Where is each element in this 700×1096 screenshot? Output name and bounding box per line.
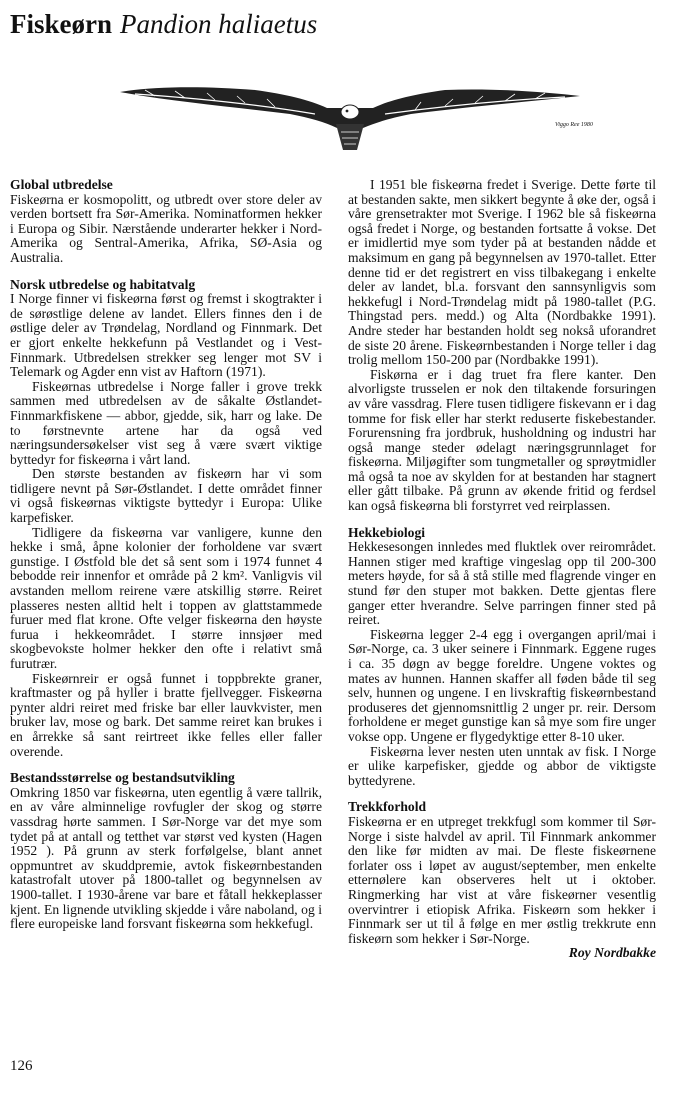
left-column	[10, 178, 322, 932]
section-heading-hekke: Hekkebiologi	[348, 524, 426, 540]
section-heading-global: Global utbredelse	[10, 177, 113, 192]
paragraph: I Norge finner vi fiskeørna først og fremst i skogtrakter i de sørøstlige delene av landet. Ellers finnes den i de østlige deler av Trøndelag, Nordland og Finnmark. Det er gjort enkelte hekkefunn på Vestlandet og i Vest-Finnmark. Utbredelsen strekker seg lenger mot SV i Telemark og Agder enn vist av Haftorn (1971).	[10, 291, 322, 380]
page-number: 126	[10, 1058, 33, 1074]
paragraph: I 1951 ble fiskeørna fredet i Sverige. Dette førte til at bestanden sakte, men sikkert begynte å øke der, også i våre grensetrakter mot Sverige. I 1962 ble så fiskeørna også fredet i Norge, og bestanden fortsatte å vokse. Det er imidlertid mye som tyder på at bestanden nådde et maksimum en gang på begynnelsen av 1970-tallet. Etter denne tid er det registrert en viss tilbakegang i enkelte deler av landet, bl.a. forsvant den sannsynligvis som hekkefugl i Nord-Trøndelag midt på 1980-tallet (P.G. Thingstad pers. medd.) og Alta (Nordbakke 1991). Andre steder har bestanden holdt seg nokså uforandret de siste 20 årene. Fiskeørnbestanden i Norge teller i dag trolig mellom 150-200 par (Nordbakke 1991).	[348, 177, 656, 368]
latin-name: Pandion haliaetus	[120, 9, 318, 39]
paragraph: Fiskeørnas utbredelse i Norge faller i grove trekk sammen med utbredelsen av de såkalte Østlandet-Finnmarkfiskene — abbor, gjedde, sik, harr og lake. De to førstnevnte artene har da også ved næringsundersøkelser vist seg å være svært viktige byttedyr for fiskeørna i vårt land.	[10, 378, 322, 467]
paragraph: Hekkesesongen innledes med fluktlek over reirområdet. Hannen stiger med kraftige vingeslag opp til 200-300 meters høyde, for så å stå stille med flagrende vinger en stund før den stuper mot bakken. Dette gjentas flere ganger etter hverandre. Selve parringen finner sted på reiret.	[348, 539, 656, 628]
paragraph: Den største bestanden av fiskeørn har vi som tidligere nevnt på Sør-Østlandet. I dette området finner vi også fiskeørnas viktigste byttedyr i Europa: Ulike karpefisker.	[10, 466, 322, 526]
right-column	[348, 178, 656, 961]
page-title	[10, 8, 317, 40]
common-name: Fiskeørn	[10, 9, 113, 39]
illustrator-signature: Viggo Ree 1980	[555, 122, 593, 128]
section-heading-bestand: Bestandsstørrelse og bestandsutvikling	[10, 770, 235, 786]
section-heading-norsk: Norsk utbredelse og habitatvalg	[10, 276, 196, 292]
paragraph: Fiskørna er i dag truet fra flere kanter. Den alvorligste trusselen er nok den tiltakende forsuringen av våre vassdrag. Flere tusen tidligere fiskevann er i dag tomme for fisk eller har sterkt reduserte fiskebestander. Forurensning fra jordbruk, husholdning og industri har også mange steder ødelagt næringsgrunnlaget for fiskeørna. Miljøgifter som tungmetaller og sprøytmidler må også ta noe av skylden for at bestanden har stagnert eller gått tilbake. På grunn av økende fritid og ferdsel kan også fiskeørna bli forstyrret ved reirplassen.	[348, 366, 656, 514]
paragraph: Tidligere da fiskeørna var vanligere, kunne den hekke i små, åpne kolonier der forholdene var svært gunstige. I Østfold ble det så sent som i 1974 funnet 4 bebodde reir innenfor et område på 2 km². Vanligvis vil avstanden mellom reirene være atskillig større. Reiret plasseres nesten alltid helt i toppen av glattstammede furuer med flat krone. Ofte velger fiskeørna den høyste furua i hekkeområdet. I større innsjøer med skogbevokste holmer hekker den ofte i relativt små furutrær.	[10, 524, 322, 671]
author-name: Roy Nordbakke	[568, 945, 656, 961]
section-heading-trekk: Trekkforhold	[348, 799, 427, 815]
paragraph: Fiskeørna er kosmopolitt, og utbredt over store deler av verden bortsett fra Sør-Amerika. Nominatformen hekker i Europa og Sibir. Nærstående underarter hekker i Nord-Amerika og Sentral-Amerika, Afrika, SØ-Asia og Australia.	[10, 191, 322, 265]
paragraph: Fiskeørna er en utpreget trekkfugl som kommer til Sør-Norge i siste halvdel av april. Til Finnmark ankommer den like før midten av mai. De fleste fiskeørnene forlater oss i løpet av august/september, men enkelte etternølere kan observeres helt ut i oktober. Ringmerking har vist at våre fiskeørner vesentlig overvintrer i etiopisk Afrika. Fiskeørn som hekker i Finnmark ser ut til å følge en mer østlig trekkrute enn fiskeørn som hekker i Sør-Norge.	[348, 813, 656, 946]
paragraph: Fiskeørna lever nesten uten unntak av fisk. I Norge er ulike karpefisker, gjedde og abbor de viktigste byttedyrene.	[348, 743, 656, 788]
paragraph: Fiskeørna legger 2-4 egg i overgangen april/mai i Sør-Norge, ca. 3 uker seinere i Finnmark. Eggene ruges i ca. 35 døgn av begge foreldre. Ungene voktes og mates av hunnen. Hannen skaffer all føden både til seg selv, hunnen og ungene. I en livskraftig fiskeørnbestand produseres det gjennomsnittlig 2 unger pr. reir. Dersom forholdene er meget gunstige kan så mye som fire unger vokse opp. Ungene er flygedyktige etter 8-10 uker.	[348, 626, 656, 744]
paragraph: Fiskeørnreir er også funnet i toppbrekte graner, kraftmaster og på hyller i bratte fjellvegger. Fiskeørna pynter aldri reiret med friske bar eller lauvkvister, men bruker lav, mose og bark. Det samme reiret kan brukes i en årrekke så sant reirtreet ikke felles eller faller overende.	[10, 670, 322, 759]
osprey-drawing-icon	[115, 62, 585, 157]
paragraph: Omkring 1850 var fiskeørna, uten egentlig å være tallrik, en av våre alminnelige rovfugler der skog og større vassdrag hørte sammen. I Sør-Norge var det mye som tydet på at antall og tetthet var størst ved kysten (Hagen 1952 ). På grunn av sterk forfølgelse, blant annet oppmuntret av skuddpremie, avtok fiskeørnbestanden katastrofalt utover på 1800-tallet og begynnelsen av 1900-tallet. I 1930-årene var bare et fåtall hekkeplasser kjent. En lignende utvikling skjedde i våre naboland, og i flere europeiske land forsvant fiskeørna som hekkefugl.	[10, 784, 322, 932]
